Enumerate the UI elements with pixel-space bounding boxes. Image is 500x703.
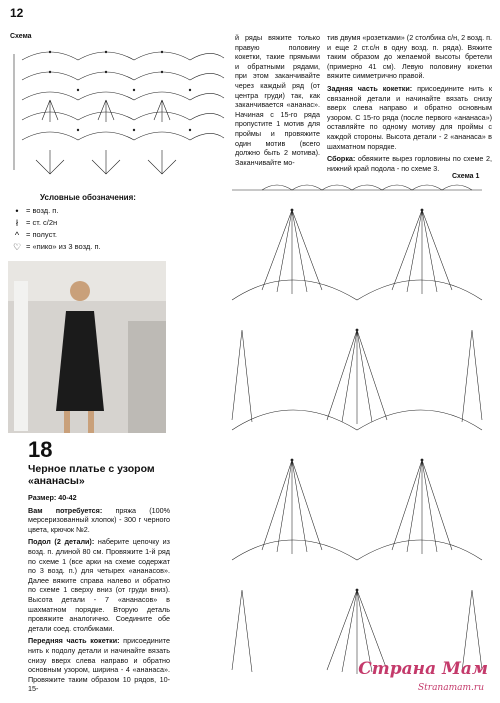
left-column (28, 493, 170, 697)
paragraph: тив двумя «розетками» (2 столбика с/н, 2 возд. п. и еще 2 ст.с/н в одну возд. п. ряда). Вяжите таким образом до желаемой высоты бретели (примерно 41 см). Левую половину кокетки вяжите симметрично правой. (327, 33, 492, 81)
size-line: Размер: 40-42 (28, 493, 77, 502)
small-chart-label: Схема (10, 33, 32, 40)
legend-item: ^ = полуст. (14, 230, 58, 240)
paragraph: Подол (2 детали): наберите цепочку из возд. п. длиной 80 см. Провяжите 1-й ряд по схеме 1 (все арки на схеме содержат по 3 возд. п.) для четырех «ананасов». Далее вяжите справа налево и обратно по схеме 1 сверху вниз (от груди вниз). Высота детали - 7 «ананасов» в шахматном порядке. Вторую деталь провяжите аналогично. Соедините обе детали соед. столбиками. (28, 537, 170, 633)
legend-item: • = возд. п. (15, 206, 59, 216)
middle-column (235, 33, 320, 170)
paragraph: й ряды вяжите только правую половину кокетки, такие прямыми и обратными рядами, при этом заканчивайте через каждый ряд (от центра груди) так, как заканчивается «ананас». Начиная с 15-го ряда пропустите 1 мотив для проймы и провяжите один мотив (всего должно быть 2 мотива). Заканчивайте мо- (235, 33, 320, 167)
model-title: Черное платье с узором «ананасы» (28, 463, 155, 487)
model-number: 18 (28, 437, 53, 462)
paragraph: Сборка: обвяжите вырез горловины по схеме 2, нижний край подола - по схеме 3. (327, 154, 492, 173)
big-chart-label: Схема 1 (452, 173, 480, 180)
paragraph: Задняя часть кокетки: присоедините нить к связанной детали и начинайте вязать снизу вверх слева направо и обратно основным узором. С 15-го ряда (после первого «ананаса») оставляйте по одному мотиву для проймы с каждой стороны. Высота детали - 2 «ананаса» в шахматном порядке. (327, 83, 492, 151)
page-number: 12 (10, 6, 24, 20)
right-column (327, 33, 492, 176)
small-crochet-chart (10, 40, 230, 180)
model-photo (8, 261, 166, 433)
watermark: Страна Мам (358, 659, 488, 679)
watermark-url: Stranamam.ru (417, 683, 484, 693)
legend-title: Условные обозначения: (40, 193, 136, 202)
legend-item: ł = ст. с/2н (16, 218, 58, 228)
paragraph: Передняя часть кокетки: присоедините нить к подолу детали и начинайте вязать снизу вверх слева направо и обратно основным узором, ширина - 4 «ананаса». Провяжите таким образом 10 рядов, 10-15- (28, 636, 170, 694)
legend-item: ♡ = «пико» из 3 возд. п. (12, 242, 101, 252)
paragraph: Вам потребуется: пряжа (100% мерсеризованный хлопок) - 300 г черного цвета, крючок №2. (28, 505, 171, 534)
big-crochet-chart (222, 180, 492, 680)
legend (8, 192, 168, 253)
